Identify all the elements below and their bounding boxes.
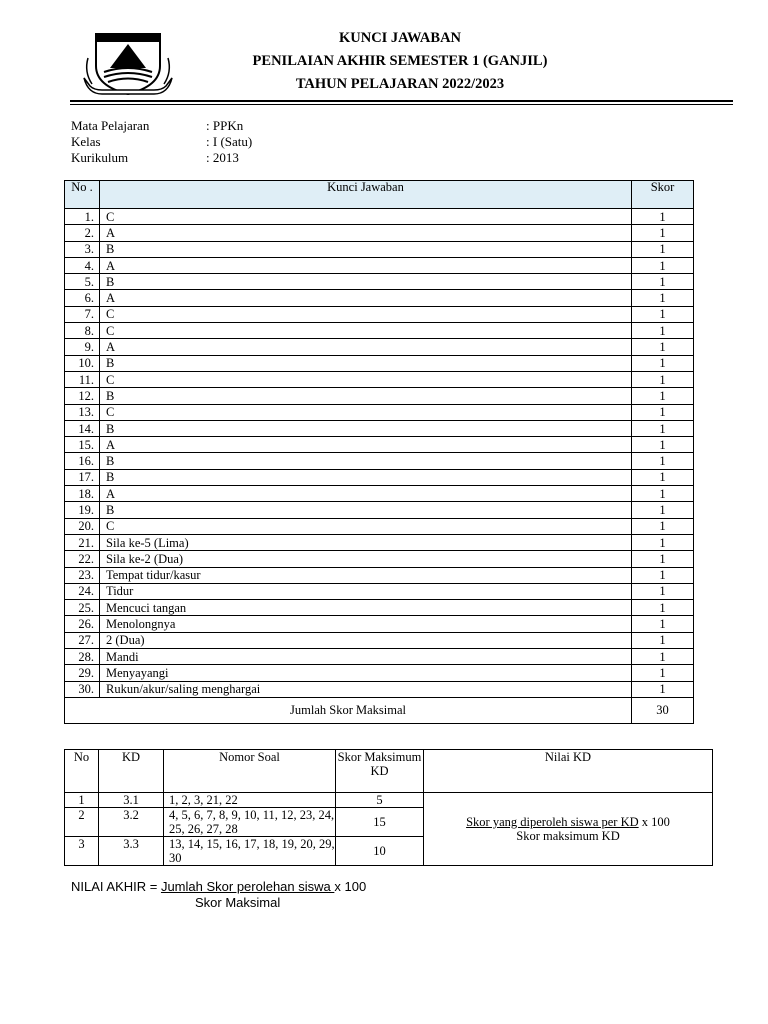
answer-row-no: 9. bbox=[65, 339, 100, 355]
answer-row bbox=[65, 486, 694, 502]
answer-row-no: 28. bbox=[65, 649, 100, 665]
answer-row-score: 1 bbox=[632, 306, 694, 322]
kd-row-questions: 4, 5, 6, 7, 8, 9, 10, 11, 12, 23, 24, 25, 26, 27, 28 bbox=[164, 808, 336, 837]
answer-row-answer: C bbox=[100, 306, 632, 322]
header-no: No . bbox=[65, 181, 100, 209]
answer-row-no: 4. bbox=[65, 257, 100, 273]
answer-row bbox=[65, 209, 694, 225]
kd-formula-times: x 100 bbox=[638, 815, 670, 829]
answer-row-no: 6. bbox=[65, 290, 100, 306]
title-line-1: KUNCI JAWABAN bbox=[338, 30, 462, 46]
answer-row-no: 26. bbox=[65, 616, 100, 632]
answer-row bbox=[65, 469, 694, 485]
kd-table-header bbox=[65, 750, 713, 793]
answer-row bbox=[65, 681, 694, 697]
info-key: Kurikulum bbox=[71, 150, 129, 165]
answer-row bbox=[65, 665, 694, 681]
regency-logo bbox=[82, 28, 174, 100]
answer-row-answer: Tempat tidur/kasur bbox=[100, 567, 632, 583]
kd-header-question-numbers: Nomor Soal bbox=[164, 750, 336, 793]
document-title bbox=[180, 28, 620, 97]
answer-row bbox=[65, 355, 694, 371]
answer-table-total-row bbox=[65, 697, 694, 723]
info-row-subject bbox=[71, 118, 371, 134]
title-line-3: TAHUN PELAJARAN 2022/2023 bbox=[295, 76, 505, 92]
answer-row-score: 1 bbox=[632, 649, 694, 665]
answer-row bbox=[65, 649, 694, 665]
answer-row-score: 1 bbox=[632, 453, 694, 469]
total-label: Jumlah Skor Maksimal bbox=[65, 697, 632, 723]
final-numerator: Jumlah Skor perolehan siswa bbox=[160, 879, 335, 894]
answer-row-no: 20. bbox=[65, 518, 100, 534]
answer-row bbox=[65, 323, 694, 339]
answer-row-answer: A bbox=[100, 290, 632, 306]
answer-row-no: 8. bbox=[65, 323, 100, 339]
info-value: : 2013 bbox=[206, 150, 239, 165]
answer-row-answer: B bbox=[100, 388, 632, 404]
answer-row-score: 1 bbox=[632, 437, 694, 453]
answer-row-answer: C bbox=[100, 518, 632, 534]
info-value: : I (Satu) bbox=[206, 134, 253, 149]
answer-row-no: 13. bbox=[65, 404, 100, 420]
header-divider-thick bbox=[70, 100, 733, 102]
kd-formula-denominator: Skor maksimum KD bbox=[516, 829, 620, 843]
answer-row bbox=[65, 306, 694, 322]
answer-row-answer: B bbox=[100, 355, 632, 371]
answer-row-no: 10. bbox=[65, 355, 100, 371]
answer-table-header bbox=[65, 181, 694, 209]
answer-row-answer: A bbox=[100, 257, 632, 273]
answer-row-answer: Rukun/akur/saling menghargai bbox=[100, 681, 632, 697]
info-value: : PPKn bbox=[206, 118, 244, 133]
answer-row-score: 1 bbox=[632, 257, 694, 273]
answer-row bbox=[65, 290, 694, 306]
answer-row-score: 1 bbox=[632, 551, 694, 567]
kd-formula-numerator: Skor yang diperoleh siswa per KD bbox=[466, 815, 639, 829]
answer-row bbox=[65, 632, 694, 648]
answer-row-score: 1 bbox=[632, 567, 694, 583]
answer-row bbox=[65, 502, 694, 518]
answer-row-no: 1. bbox=[65, 209, 100, 225]
answer-row bbox=[65, 616, 694, 632]
answer-row bbox=[65, 274, 694, 290]
answer-row-answer: B bbox=[100, 420, 632, 436]
kd-table bbox=[64, 749, 713, 866]
answer-row-answer: Sila ke-5 (Lima) bbox=[100, 534, 632, 550]
answer-row-score: 1 bbox=[632, 274, 694, 290]
answer-row-answer: C bbox=[100, 371, 632, 387]
answer-row-answer: B bbox=[100, 453, 632, 469]
header-divider-thin bbox=[70, 104, 733, 105]
header-answer: Kunci Jawaban bbox=[100, 181, 632, 209]
answer-row-score: 1 bbox=[632, 534, 694, 550]
answer-row-score: 1 bbox=[632, 665, 694, 681]
answer-row bbox=[65, 567, 694, 583]
answer-row-score: 1 bbox=[632, 388, 694, 404]
answer-row-no: 22. bbox=[65, 551, 100, 567]
answer-row bbox=[65, 420, 694, 436]
answer-row-answer: B bbox=[100, 502, 632, 518]
answer-row-answer: B bbox=[100, 274, 632, 290]
kd-row-questions: 1, 2, 3, 21, 22 bbox=[164, 793, 336, 808]
kd-row-questions: 13, 14, 15, 16, 17, 18, 19, 20, 29, 30 bbox=[164, 837, 336, 866]
answer-row-answer: B bbox=[100, 469, 632, 485]
answer-row-score: 1 bbox=[632, 616, 694, 632]
info-key: Kelas bbox=[71, 134, 101, 149]
answer-row bbox=[65, 339, 694, 355]
answer-row-answer: Mencuci tangan bbox=[100, 600, 632, 616]
kd-header-no: No bbox=[65, 750, 99, 793]
kd-row-kd: 3.1 bbox=[99, 793, 164, 808]
answer-row-no: 23. bbox=[65, 567, 100, 583]
answer-row-answer: B bbox=[100, 241, 632, 257]
answer-row bbox=[65, 600, 694, 616]
info-row-class bbox=[71, 134, 371, 150]
answer-row-answer: Sila ke-2 (Dua) bbox=[100, 551, 632, 567]
answer-row-no: 12. bbox=[65, 388, 100, 404]
answer-row-score: 1 bbox=[632, 323, 694, 339]
answer-row-no: 21. bbox=[65, 534, 100, 550]
answer-row-no: 16. bbox=[65, 453, 100, 469]
header-score: Skor bbox=[632, 181, 694, 209]
answer-row-answer: A bbox=[100, 339, 632, 355]
final-times: x 100 bbox=[334, 879, 367, 894]
answer-row-score: 1 bbox=[632, 225, 694, 241]
answer-row-answer: A bbox=[100, 225, 632, 241]
answer-row-no: 27. bbox=[65, 632, 100, 648]
answer-row-score: 1 bbox=[632, 209, 694, 225]
regency-emblem bbox=[82, 28, 174, 100]
answer-row-answer: A bbox=[100, 437, 632, 453]
kd-row-max-score: 10 bbox=[336, 837, 424, 866]
answer-row-no: 5. bbox=[65, 274, 100, 290]
answer-row-no: 15. bbox=[65, 437, 100, 453]
final-formula-line bbox=[71, 879, 366, 895]
final-label: NILAI AKHIR = bbox=[71, 879, 161, 894]
answer-row bbox=[65, 225, 694, 241]
answer-row-no: 25. bbox=[65, 600, 100, 616]
answer-row-no: 30. bbox=[65, 681, 100, 697]
answer-table-body bbox=[65, 209, 694, 698]
answer-row-score: 1 bbox=[632, 681, 694, 697]
answer-row-answer: Menolongnya bbox=[100, 616, 632, 632]
answer-row bbox=[65, 371, 694, 387]
answer-row-no: 7. bbox=[65, 306, 100, 322]
answer-row bbox=[65, 404, 694, 420]
kd-row bbox=[65, 793, 713, 808]
subject-info bbox=[71, 118, 371, 166]
answer-row-no: 18. bbox=[65, 486, 100, 502]
final-score-formula bbox=[71, 879, 366, 911]
answer-row-score: 1 bbox=[632, 600, 694, 616]
answer-row bbox=[65, 388, 694, 404]
kd-row-no: 3 bbox=[65, 837, 99, 866]
kd-row-max-score: 5 bbox=[336, 793, 424, 808]
kd-header-kd: KD bbox=[99, 750, 164, 793]
answer-row-answer: Tidur bbox=[100, 583, 632, 599]
total-value: 30 bbox=[632, 697, 694, 723]
answer-row-score: 1 bbox=[632, 518, 694, 534]
answer-row-no: 29. bbox=[65, 665, 100, 681]
kd-formula bbox=[424, 793, 713, 866]
kd-row-no: 2 bbox=[65, 808, 99, 837]
answer-row-answer: 2 (Dua) bbox=[100, 632, 632, 648]
answer-row-no: 19. bbox=[65, 502, 100, 518]
answer-row-no: 2. bbox=[65, 225, 100, 241]
answer-row-no: 17. bbox=[65, 469, 100, 485]
answer-row-score: 1 bbox=[632, 339, 694, 355]
final-denominator: Skor Maksimal bbox=[195, 895, 281, 910]
title-line-2: PENILAIAN AKHIR SEMESTER 1 (GANJIL) bbox=[252, 53, 548, 69]
kd-row-max-score: 15 bbox=[336, 808, 424, 837]
kd-header-kd-value: Nilai KD bbox=[424, 750, 713, 793]
answer-row bbox=[65, 518, 694, 534]
answer-row bbox=[65, 241, 694, 257]
answer-row-answer: C bbox=[100, 404, 632, 420]
answer-row-answer: C bbox=[100, 209, 632, 225]
answer-row bbox=[65, 583, 694, 599]
answer-row-answer: A bbox=[100, 486, 632, 502]
kd-row-kd: 3.3 bbox=[99, 837, 164, 866]
answer-row bbox=[65, 551, 694, 567]
answer-row-no: 11. bbox=[65, 371, 100, 387]
answer-row-no: 24. bbox=[65, 583, 100, 599]
answer-row-score: 1 bbox=[632, 632, 694, 648]
answer-row-score: 1 bbox=[632, 355, 694, 371]
answer-key-table bbox=[64, 180, 694, 724]
answer-row-answer: C bbox=[100, 323, 632, 339]
answer-row-no: 3. bbox=[65, 241, 100, 257]
answer-row-no: 14. bbox=[65, 420, 100, 436]
answer-row bbox=[65, 453, 694, 469]
answer-row-score: 1 bbox=[632, 404, 694, 420]
answer-row-score: 1 bbox=[632, 371, 694, 387]
answer-row-score: 1 bbox=[632, 469, 694, 485]
answer-row-score: 1 bbox=[632, 290, 694, 306]
answer-row-answer: Mandi bbox=[100, 649, 632, 665]
info-key: Mata Pelajaran bbox=[71, 118, 150, 133]
answer-row-score: 1 bbox=[632, 502, 694, 518]
answer-row bbox=[65, 534, 694, 550]
answer-row bbox=[65, 437, 694, 453]
answer-row-score: 1 bbox=[632, 241, 694, 257]
answer-row bbox=[65, 257, 694, 273]
answer-row-score: 1 bbox=[632, 583, 694, 599]
kd-row-kd: 3.2 bbox=[99, 808, 164, 837]
info-row-curriculum bbox=[71, 150, 371, 166]
answer-row-score: 1 bbox=[632, 486, 694, 502]
kd-formula-numerator-line bbox=[424, 815, 712, 829]
answer-row-score: 1 bbox=[632, 420, 694, 436]
kd-row-no: 1 bbox=[65, 793, 99, 808]
kd-header-max-score: Skor Maksimum KD bbox=[336, 750, 424, 793]
answer-row-answer: Menyayangi bbox=[100, 665, 632, 681]
